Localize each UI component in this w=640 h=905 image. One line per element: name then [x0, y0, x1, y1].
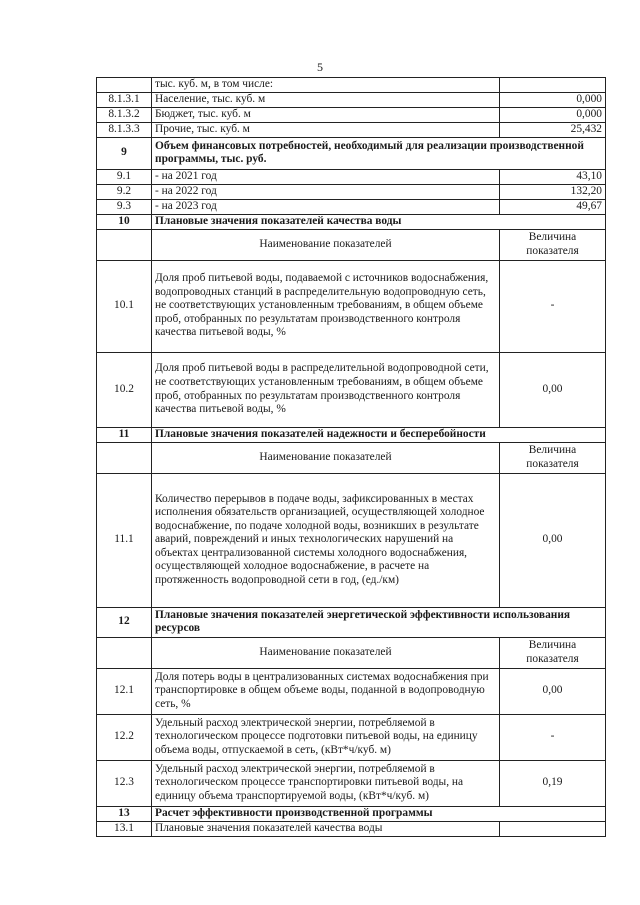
row-number: 11.1: [97, 473, 152, 607]
row-number: 9.3: [97, 199, 152, 214]
row-text: Население, тыс. куб. м: [152, 92, 500, 107]
row-number: 10.2: [97, 352, 152, 427]
table-row: [97, 78, 606, 93]
row-number: 10.1: [97, 260, 152, 352]
section-row-9: [97, 137, 606, 169]
row-text: - на 2021 год: [152, 169, 500, 184]
section-row-11: [97, 427, 606, 442]
section-number: 12: [97, 607, 152, 637]
table-row: [97, 260, 606, 352]
row-value: [500, 821, 606, 836]
table-row: [97, 92, 606, 107]
table-row: [97, 473, 606, 607]
table-row: [97, 122, 606, 137]
section-row-10: [97, 214, 606, 229]
row-text: Прочие, тыс. куб. м: [152, 122, 500, 137]
row-text: Доля потерь воды в централизованных системах водоснабжения при транспортировке в общем объеме воды, поданной в водопроводную сеть, %: [152, 668, 500, 714]
table-row: [97, 668, 606, 714]
row-number: 8.1.3.3: [97, 122, 152, 137]
section-title: Плановые значения показателей качества воды: [152, 214, 606, 229]
row-value: 132,20: [500, 184, 606, 199]
section-number: 11: [97, 427, 152, 442]
row-value: -: [500, 714, 606, 760]
row-number: 13.1: [97, 821, 152, 836]
row-number: 8.1.3.2: [97, 107, 152, 122]
table-row: [97, 760, 606, 806]
column-header-name: Наименование показателей: [152, 637, 500, 668]
row-value: 49,67: [500, 199, 606, 214]
row-value: 0,000: [500, 92, 606, 107]
row-text: Удельный расход электрической энергии, потребляемой в технологическом процессе подготовки питьевой воды, на единицу объема воды, отпускаемой в сеть, (кВт*ч/куб. м): [152, 714, 500, 760]
row-text: тыс. куб. м, в том числе:: [152, 78, 500, 93]
table-row: [97, 169, 606, 184]
row-number: 8.1.3.1: [97, 92, 152, 107]
column-header-value: Величина показателя: [500, 442, 606, 473]
row-text: Удельный расход электрической энергии, потребляемой в технологическом процессе транспортировки питьевой воды, на единицу объема транспортируемой воды, (кВт*ч/куб. м): [152, 760, 500, 806]
table-row: [97, 821, 606, 836]
column-header-row: [97, 637, 606, 668]
row-number: [97, 78, 152, 93]
row-text: Количество перерывов в подаче воды, зафиксированных в местах исполнения обязательств организацией, осуществляющей холодное водоснабжение, по подаче холодной воды, возникших в результате аварий, повреждений и иных технологических нарушений на объектах централизованной системы холодного водоснабжения, осуществляющей холодное водоснабжение, в расчете на протяженность водопроводной сети в год, (ед./км): [152, 473, 500, 607]
section-row-13: [97, 806, 606, 821]
production-program-table: [96, 77, 606, 837]
section-title: Расчет эффективности производственной программы: [152, 806, 606, 821]
row-value: 0,19: [500, 760, 606, 806]
row-text: - на 2023 год: [152, 199, 500, 214]
row-number: 12.1: [97, 668, 152, 714]
column-header-value: Величина показателя: [500, 637, 606, 668]
table-row: [97, 352, 606, 427]
row-number: 12.3: [97, 760, 152, 806]
row-text: Плановые значения показателей качества воды: [152, 821, 500, 836]
column-header-name: Наименование показателей: [152, 229, 500, 260]
column-header-name: Наименование показателей: [152, 442, 500, 473]
row-text: Доля проб питьевой воды, подаваемой с источников водоснабжения, водопроводных станций в распределительную водопроводную сеть, не соответствующих установленным требованиям, в общем объеме проб, отобранных по результатам производственного контроля качества питьевой воды, %: [152, 260, 500, 352]
row-value: 0,000: [500, 107, 606, 122]
column-header-row: [97, 442, 606, 473]
row-number: 12.2: [97, 714, 152, 760]
section-number: 10: [97, 214, 152, 229]
row-text: - на 2022 год: [152, 184, 500, 199]
section-number: 13: [97, 806, 152, 821]
table-row: [97, 199, 606, 214]
row-value: 0,00: [500, 668, 606, 714]
row-value: 25,432: [500, 122, 606, 137]
section-number: 9: [97, 137, 152, 169]
section-title: Плановые значения показателей надежности и бесперебойности: [152, 427, 606, 442]
column-header-value: Величина показателя: [500, 229, 606, 260]
column-header-row: [97, 229, 606, 260]
row-value: -: [500, 260, 606, 352]
row-value: 0,00: [500, 473, 606, 607]
row-number: 9.2: [97, 184, 152, 199]
row-text: Доля проб питьевой воды в распределительной водопроводной сети, не соответствующих установленным требованиям, в общем объеме проб, отобранных по результатам производственного контроля качества питьевой воды, %: [152, 352, 500, 427]
section-title: Объем финансовых потребностей, необходимый для реализации производственной программы, тыс. руб.: [152, 137, 606, 169]
table-row: [97, 714, 606, 760]
table-row: [97, 184, 606, 199]
row-value: 43,10: [500, 169, 606, 184]
row-number: 9.1: [97, 169, 152, 184]
table-row: [97, 107, 606, 122]
row-value: 0,00: [500, 352, 606, 427]
section-row-12: [97, 607, 606, 637]
row-value: [500, 78, 606, 93]
section-title: Плановые значения показателей энергетической эффективности использования ресурсов: [152, 607, 606, 637]
row-text: Бюджет, тыс. куб. м: [152, 107, 500, 122]
page-number: 5: [317, 60, 323, 74]
